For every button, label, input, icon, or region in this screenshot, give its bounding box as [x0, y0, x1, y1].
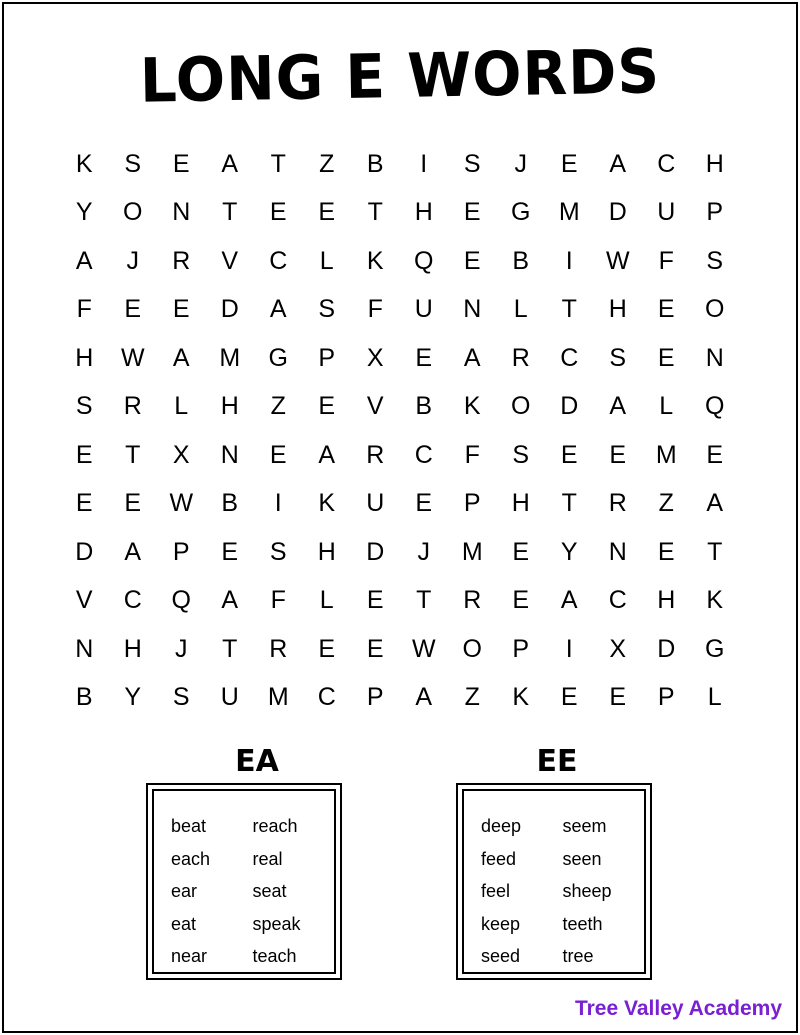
- grid-letter: K: [366, 246, 384, 275]
- grid-letter: B: [75, 683, 93, 712]
- grid-letter: E: [415, 489, 433, 518]
- word-list-item: seed: [481, 946, 521, 966]
- ee-word-list: [462, 789, 646, 974]
- grid-letter: D: [657, 634, 676, 663]
- brand-label: Tree Valley Academy: [574, 997, 782, 1020]
- grid-letter: R: [366, 440, 385, 469]
- grid-letter: E: [318, 392, 336, 421]
- grid-letter: Z: [319, 149, 335, 178]
- grid-letter: W: [605, 246, 630, 275]
- grid-letter: E: [512, 537, 530, 566]
- grid-letter: C: [414, 440, 433, 469]
- grid-letter: E: [512, 586, 530, 615]
- grid-letter: Z: [464, 683, 480, 712]
- grid-letter: T: [222, 198, 238, 227]
- grid-letter: Q: [414, 246, 434, 275]
- grid-letter: N: [705, 343, 724, 372]
- grid-letter: A: [221, 586, 239, 615]
- grid-letter: D: [75, 537, 94, 566]
- grid-letter: A: [609, 392, 627, 421]
- grid-letter: E: [172, 295, 190, 324]
- grid-letter: P: [512, 634, 530, 663]
- grid-letter: H: [220, 392, 239, 421]
- grid-letter: E: [657, 343, 675, 372]
- word-list-item: speak: [252, 913, 301, 934]
- grid-letter: W: [411, 634, 436, 663]
- grid-letter: F: [76, 295, 92, 324]
- grid-letter: E: [463, 198, 481, 227]
- grid-letter: F: [658, 246, 674, 275]
- word-list-item: sheep: [562, 881, 612, 901]
- grid-letter: O: [123, 198, 143, 227]
- grid-letter: I: [420, 149, 428, 178]
- grid-row: [60, 286, 739, 335]
- grid-letter: A: [463, 343, 481, 372]
- grid-letter: B: [512, 246, 530, 275]
- grid-letter: Z: [270, 392, 286, 421]
- word-column: [563, 810, 645, 972]
- word-list-item: near: [171, 946, 208, 966]
- grid-letter: E: [124, 295, 142, 324]
- grid-letter: E: [318, 634, 336, 663]
- grid-letter: E: [172, 149, 190, 178]
- grid-letter: V: [366, 392, 384, 421]
- grid-letter: A: [415, 683, 433, 712]
- grid-letter: E: [560, 440, 578, 469]
- grid-letter: N: [75, 634, 94, 663]
- grid-letter: S: [75, 392, 93, 421]
- grid-letter: R: [172, 246, 191, 275]
- grid-letter: T: [270, 149, 286, 178]
- grid-letter: A: [172, 343, 190, 372]
- grid-letter: Y: [124, 683, 142, 712]
- grid-letter: S: [172, 683, 190, 712]
- grid-letter: E: [75, 440, 93, 469]
- grid-letter: G: [705, 634, 725, 663]
- grid-letter: S: [269, 537, 287, 566]
- word-list-item: feel: [481, 881, 511, 901]
- grid-letter: B: [221, 489, 239, 518]
- grid-letter: P: [172, 537, 190, 566]
- grid-letter: A: [706, 489, 724, 518]
- grid-letter: G: [511, 198, 531, 227]
- grid-letter: H: [608, 295, 627, 324]
- grid-letter: E: [269, 198, 287, 227]
- word-list-item: each: [171, 848, 211, 869]
- grid-letter: K: [706, 586, 724, 615]
- word-list-item: reach: [252, 816, 298, 836]
- grid-letter: R: [463, 586, 482, 615]
- grid-letter: E: [415, 343, 433, 372]
- ea-heading: EA: [235, 744, 279, 779]
- grid-letter: A: [124, 537, 142, 566]
- grid-letter: H: [317, 537, 336, 566]
- grid-letter: U: [366, 489, 385, 518]
- word-list-item: beat: [171, 816, 207, 836]
- grid-letter: L: [174, 392, 189, 421]
- grid-letter: M: [219, 343, 241, 372]
- grid-letter: N: [463, 295, 482, 324]
- grid-letter: D: [366, 537, 385, 566]
- grid-letter: D: [220, 295, 239, 324]
- grid-letter: U: [220, 683, 239, 712]
- grid-letter: E: [318, 198, 336, 227]
- grid-letter: X: [609, 634, 627, 663]
- word-list-item: feed: [481, 848, 517, 869]
- grid-letter: C: [123, 586, 142, 615]
- grid-letter: M: [267, 683, 289, 712]
- word-list-item: teach: [252, 946, 297, 966]
- grid-letter: E: [366, 586, 384, 615]
- grid-row: [60, 674, 739, 723]
- grid-letter: B: [415, 392, 433, 421]
- grid-letter: H: [75, 343, 94, 372]
- word-list-item: eat: [171, 913, 197, 934]
- grid-letter: I: [565, 634, 573, 663]
- word-list-item: teeth: [562, 913, 603, 934]
- grid-letter: O: [462, 634, 482, 663]
- grid-letter: M: [461, 537, 483, 566]
- grid-letter: X: [172, 440, 190, 469]
- grid-letter: E: [221, 537, 239, 566]
- grid-letter: E: [609, 440, 627, 469]
- grid-letter: K: [463, 392, 481, 421]
- grid-row: [60, 625, 739, 674]
- grid-letter: E: [560, 683, 578, 712]
- grid-letter: P: [463, 489, 481, 518]
- grid-letter: J: [417, 537, 430, 566]
- grid-row: [60, 577, 739, 626]
- word-column: [253, 810, 335, 972]
- grid-letter: C: [269, 246, 288, 275]
- grid-letter: W: [169, 489, 194, 518]
- grid-letter: E: [269, 440, 287, 469]
- grid-letter: P: [318, 343, 336, 372]
- grid-letter: E: [366, 634, 384, 663]
- grid-letter: E: [706, 440, 724, 469]
- grid-letter: X: [366, 343, 384, 372]
- grid-letter: T: [707, 537, 723, 566]
- grid-letter: J: [514, 149, 527, 178]
- grid-letter: E: [609, 683, 627, 712]
- grid-letter: I: [565, 246, 573, 275]
- grid-row: [60, 334, 739, 383]
- ea-word-list: [152, 789, 336, 974]
- ee-heading: EE: [536, 744, 578, 779]
- grid-letter: Z: [658, 489, 674, 518]
- grid-letter: H: [414, 198, 433, 227]
- grid-letter: E: [75, 489, 93, 518]
- grid-letter: E: [560, 149, 578, 178]
- grid-letter: N: [608, 537, 627, 566]
- grid-letter: R: [269, 634, 288, 663]
- grid-letter: C: [560, 343, 579, 372]
- grid-letter: A: [221, 149, 239, 178]
- grid-row: [60, 140, 739, 189]
- grid-letter: A: [609, 149, 627, 178]
- word-list-item: seat: [252, 881, 287, 901]
- grid-row: [60, 189, 739, 238]
- grid-letter: E: [124, 489, 142, 518]
- grid-letter: A: [560, 586, 578, 615]
- grid-row: [60, 431, 739, 480]
- grid-letter: R: [608, 489, 627, 518]
- grid-letter: T: [416, 586, 432, 615]
- grid-letter: Y: [75, 198, 93, 227]
- grid-letter: U: [414, 295, 433, 324]
- word-list-item: real: [252, 848, 283, 869]
- grid-letter: P: [366, 683, 384, 712]
- grid-letter: F: [367, 295, 383, 324]
- word-list-item: ear: [171, 881, 198, 901]
- grid-letter: S: [124, 149, 142, 178]
- grid-letter: N: [172, 198, 191, 227]
- grid-letter: C: [657, 149, 676, 178]
- grid-letter: T: [222, 634, 238, 663]
- grid-row: [60, 528, 739, 577]
- word-list-item: keep: [481, 913, 521, 934]
- grid-letter: O: [705, 295, 725, 324]
- grid-row: [60, 480, 739, 529]
- grid-letter: A: [269, 295, 287, 324]
- grid-letter: T: [125, 440, 141, 469]
- word-search-grid: [60, 140, 739, 722]
- grid-letter: S: [318, 295, 336, 324]
- grid-letter: W: [120, 343, 145, 372]
- grid-letter: U: [657, 198, 676, 227]
- grid-letter: B: [366, 149, 384, 178]
- ee-word-box: [456, 783, 652, 980]
- word-list-item: seen: [562, 848, 602, 869]
- grid-letter: N: [220, 440, 239, 469]
- word-list-item: tree: [562, 946, 594, 966]
- grid-letter: A: [318, 440, 336, 469]
- grid-letter: P: [657, 683, 675, 712]
- word-column: [481, 810, 563, 972]
- grid-letter: Q: [705, 392, 725, 421]
- grid-letter: K: [512, 683, 530, 712]
- grid-letter: T: [367, 198, 383, 227]
- grid-letter: H: [123, 634, 142, 663]
- grid-letter: E: [463, 246, 481, 275]
- grid-letter: E: [657, 537, 675, 566]
- grid-letter: P: [706, 198, 724, 227]
- grid-letter: S: [463, 149, 481, 178]
- grid-letter: A: [75, 246, 93, 275]
- grid-letter: J: [175, 634, 188, 663]
- grid-row: [60, 237, 739, 286]
- grid-letter: L: [319, 246, 334, 275]
- grid-letter: M: [558, 198, 580, 227]
- grid-letter: I: [274, 489, 282, 518]
- grid-letter: G: [268, 343, 288, 372]
- word-column: [171, 810, 253, 972]
- grid-letter: M: [655, 440, 677, 469]
- ea-word-box: [146, 783, 342, 980]
- grid-letter: R: [511, 343, 530, 372]
- grid-letter: V: [75, 586, 93, 615]
- grid-letter: J: [126, 246, 139, 275]
- grid-letter: L: [659, 392, 674, 421]
- grid-letter: S: [512, 440, 530, 469]
- grid-letter: T: [561, 295, 577, 324]
- grid-letter: H: [511, 489, 530, 518]
- grid-letter: S: [706, 246, 724, 275]
- grid-letter: L: [319, 586, 334, 615]
- grid-letter: S: [609, 343, 627, 372]
- grid-letter: D: [608, 198, 627, 227]
- word-list-item: seem: [562, 816, 607, 836]
- word-list-item: deep: [481, 816, 522, 836]
- grid-letter: H: [705, 149, 724, 178]
- grid-letter: E: [657, 295, 675, 324]
- grid-letter: O: [511, 392, 531, 421]
- grid-letter: C: [317, 683, 336, 712]
- page-title: LONG E WORDS: [139, 35, 661, 117]
- grid-letter: F: [270, 586, 286, 615]
- grid-letter: T: [561, 489, 577, 518]
- grid-letter: F: [464, 440, 480, 469]
- grid-letter: L: [513, 295, 528, 324]
- grid-letter: Y: [560, 537, 578, 566]
- grid-row: [60, 383, 739, 432]
- grid-letter: K: [318, 489, 336, 518]
- grid-letter: R: [123, 392, 142, 421]
- grid-letter: V: [221, 246, 239, 275]
- grid-letter: Q: [171, 586, 191, 615]
- grid-letter: C: [608, 586, 627, 615]
- grid-letter: D: [560, 392, 579, 421]
- grid-letter: H: [657, 586, 676, 615]
- grid-letter: K: [75, 149, 93, 178]
- grid-letter: L: [707, 683, 722, 712]
